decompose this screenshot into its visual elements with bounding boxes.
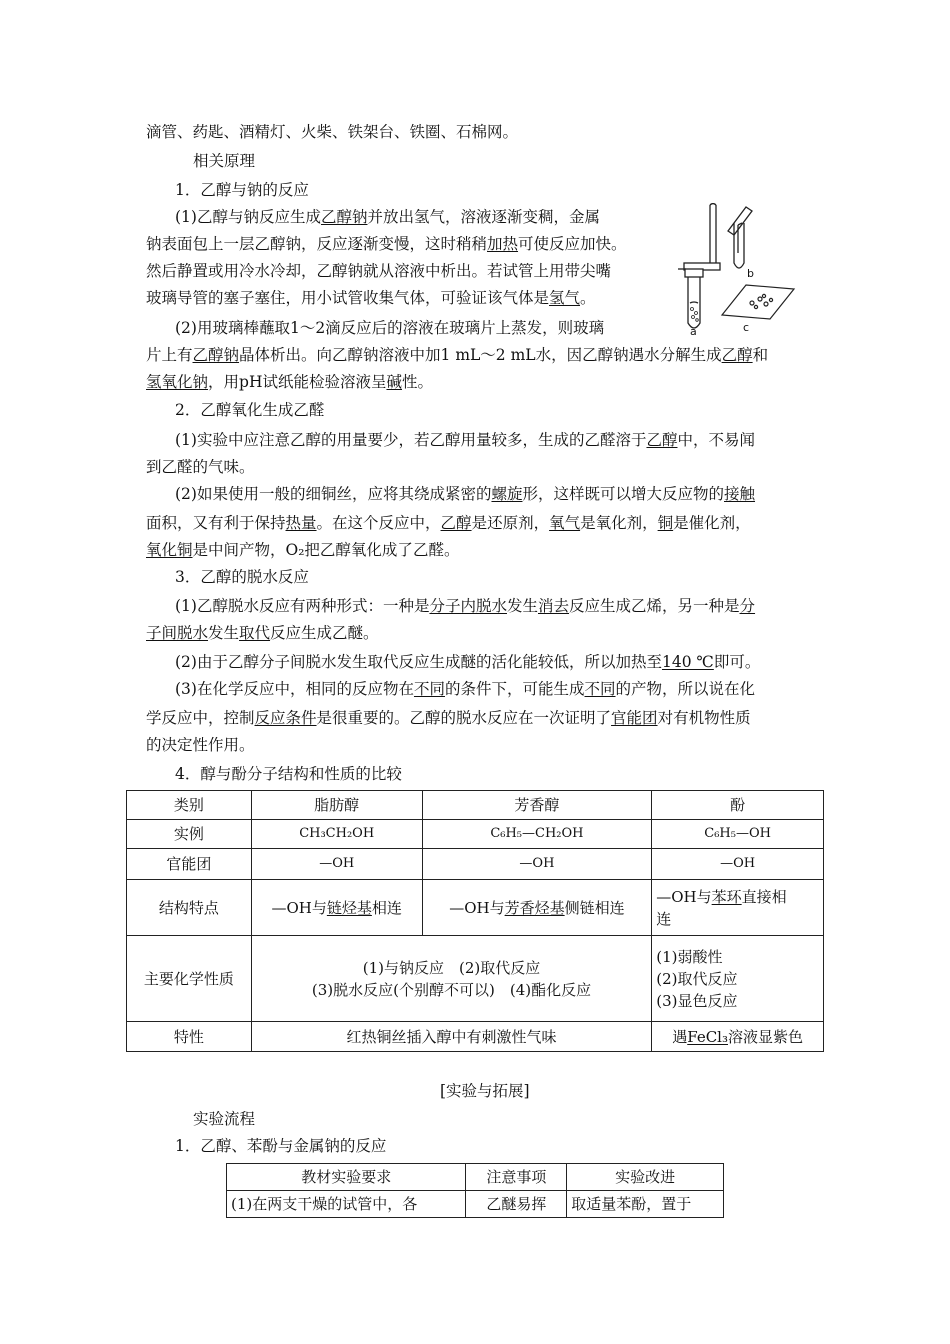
para-line [175,678,755,700]
table-cell [652,936,824,1022]
table-cell: —OH [422,849,652,880]
text-segment: —OH与 [449,898,505,917]
para-line [175,483,755,505]
para-line [146,539,459,561]
experiment-table [226,1163,724,1218]
table-cell: 取适量苯酚，置于 [567,1191,724,1218]
text-segment: 的产物，所以说在化 [615,680,756,698]
underlined-answer: 接触 [724,485,756,503]
text-segment: 和 [752,346,769,364]
flow-title: 实验流程 [193,1110,256,1128]
text-segment: 反应生成乙烯，另一种是 [569,597,740,615]
glass-plate [722,285,794,319]
underlined-answer: 加热 [487,235,519,253]
principles-title: 相关原理 [193,152,256,170]
table-cell: 特性 [127,1022,252,1052]
underlined-answer: 官能团 [611,709,658,727]
section-2-heading: 2．乙醇氧化生成乙醛 [175,401,325,419]
cell-line: 连 [656,909,672,928]
table-cell: 官能团 [127,849,252,880]
underlined-answer: 铜 [657,514,674,532]
text-segment: 玻璃导管的塞子塞住，用小试管收集气体，可验证该气体是 [146,289,550,307]
table-cell: 教材实验要求 [227,1164,466,1191]
text-segment: 是还原剂， [471,514,550,532]
table-cell: 酚 [652,791,824,820]
text-segment: (1)实验中应注意乙醇的用量要少，若乙醇用量较多，生成的乙醛溶于 [175,431,647,449]
table-row [227,1164,724,1191]
text-segment: (2)如果使用一般的细铜丝，应将其绕成紧密的 [175,485,492,503]
underlined-answer: 乙醇钠 [320,208,368,226]
underlined-answer: 乙醇 [440,514,472,532]
para-line [146,287,596,309]
para-line [146,734,255,756]
underlined-answer: 氢氧化钠 [146,373,209,391]
table-row [127,1022,824,1052]
table-cell [422,880,652,936]
table-cell: 脂肪醇 [251,791,422,820]
text-segment: 直接相 [741,887,787,906]
text-segment: 是氧化剂， [580,514,658,532]
figure-label-a: a [690,325,697,338]
text-segment: —OH与 [656,887,712,906]
text-segment: 钠表面包上一层乙醇钠，反应逐渐变慢，这时稍稍 [146,235,488,253]
comparison-table [126,790,824,1052]
para-line [146,512,751,534]
table-row [127,849,824,880]
text-segment: 晶体析出。向乙醇钠溶液中加1 mL～2 mL水，因乙醇钠遇水分解生成 [239,346,722,364]
table-cell: 注意事项 [466,1164,567,1191]
text-segment: 对有机物性质 [657,709,751,727]
para-line [146,456,255,478]
text-segment: 侧链相连 [564,898,625,917]
cell-line: (1)与钠反应 (2)取代反应 [362,958,541,977]
text-segment: 遇 [672,1027,688,1046]
text-segment: —OH与 [271,898,327,917]
text-segment: 反应生成乙醚。 [270,624,379,642]
underlined-answer: 子间脱水 [146,624,209,642]
underlined-answer: 分子内脱水 [429,597,507,615]
underlined-answer: 热量 [285,514,317,532]
table-cell: C₆H₅—OH [652,820,824,849]
section-4-heading: 4．醇与酚分子结构和性质的比较 [175,765,402,783]
underlined-answer: 氧化铜 [146,541,193,559]
underlined-answer: 链烃基 [326,898,372,917]
underlined-answer: 乙醇 [721,346,753,364]
text-segment: 溶液显紫色 [728,1027,804,1046]
section-3-heading: 3．乙醇的脱水反应 [175,568,309,586]
para-line [175,595,755,617]
underlined-answer: 苯环 [711,887,742,906]
figure-label-b: b [747,267,754,280]
table-row [227,1191,724,1218]
table-cell [251,880,422,936]
table-cell: 红热铜丝插入醇中有刺激性气味 [251,1022,651,1052]
underlined-answer: 不同 [584,680,616,698]
table-row [127,791,824,820]
text-segment: 发生 [506,597,538,615]
table-cell [251,936,651,1022]
text-segment: 。 [580,289,596,307]
underlined-answer: 140 ℃ [661,653,714,671]
table-cell [652,880,824,936]
cell-line: (3)显色反应 [656,991,738,1010]
apparatus-figure [676,203,806,338]
underlined-answer: FeCl₃ [687,1027,728,1046]
underlined-answer: 不同 [413,680,445,698]
text-segment: 形，这样既可以增大反应物的 [522,485,724,503]
underlined-answer: 氢气 [549,289,581,307]
text-segment: 是很重要的。乙醇的脱水反应在一次证明了 [316,709,612,727]
intro-line: 滴管、药匙、酒精灯、火柴、铁架台、铁圈、石棉网。 [146,123,519,141]
text-segment: (1)乙醇脱水反应有两种形式：一种是 [175,597,430,615]
text-segment: 性。 [401,373,433,391]
text-segment: 相连 [371,898,402,917]
cell-line: (1)弱酸性 [656,947,723,966]
text-segment: (2)用玻璃棒蘸取1～2滴反应后的溶液在玻璃片上蒸发，则玻璃 [175,319,605,337]
table-cell: CH₃CH₂OH [251,820,422,849]
underlined-answer: 取代 [239,624,271,642]
table-cell: 主要化学性质 [127,936,252,1022]
table-cell: 乙醚易挥 [466,1191,567,1218]
para-line [175,651,760,673]
para-line [146,371,433,393]
text-segment: 然后静置或用冷水冷却，乙醇钠就从溶液中析出。若试管上用带尖嘴 [146,262,612,280]
para-line [146,233,627,255]
table-row [127,880,824,936]
table-cell: 实验改进 [567,1164,724,1191]
cell-line: (2)取代反应 [656,969,738,988]
table-cell [652,1022,824,1052]
underlined-answer: 消去 [538,597,570,615]
section-1-heading: 1．乙醇与钠的反应 [175,181,309,199]
para-line [146,260,611,282]
table-cell: 结构特点 [127,880,252,936]
para-line [146,344,768,366]
text-segment: ，用pH试纸能检验溶液呈 [208,373,387,391]
cell-line: (3)脱水反应(个别醇不可以) (4)酯化反应 [311,980,592,999]
underlined-answer: 乙醇 [646,431,678,449]
text-segment: 可使反应加快。 [518,235,627,253]
table-cell: —OH [251,849,422,880]
text-segment: 中，不易闻 [677,431,755,449]
text-segment: 片上有 [146,346,193,364]
text-segment: 到乙醛的气味。 [146,458,255,476]
underlined-answer: 芳香烃基 [504,898,565,917]
text-segment: 学反应中，控制 [146,709,255,727]
figure-label-c: c [743,321,750,334]
underlined-answer: 反应条件 [254,709,317,727]
underlined-answer: 碱 [386,373,402,391]
table-cell: 实例 [127,820,252,849]
table-cell: (1)在两支干燥的试管中，各 [227,1191,466,1218]
text-segment: (2)由于乙醇分子间脱水发生取代反应生成醚的活化能较低，所以加热至 [175,653,662,671]
text-segment: 是中间产物，O₂把乙醇氧化成了乙醛。 [192,541,460,559]
text-segment: 并放出氢气，溶液逐渐变稠，金属 [367,208,600,226]
test-tube-assembly [678,204,720,329]
table-row [127,936,824,1022]
text-segment: 发生 [208,624,240,642]
bubbles [691,308,699,322]
underlined-answer: 螺旋 [491,485,523,503]
underlined-answer: 分 [739,597,756,615]
text-segment: 面积，又有利于保持 [146,514,286,532]
para-line [146,707,751,729]
table-row [127,820,824,849]
text-segment: 。在这个反应中， [316,514,441,532]
flow-heading: 1．乙醇、苯酚与金属钠的反应 [175,1137,387,1155]
table-cell: —OH [652,849,824,880]
underlined-answer: 乙醇钠 [192,346,240,364]
para-line [175,429,755,451]
extension-title: [实验与拓展] [440,1082,530,1100]
text-segment: 即可。 [713,653,761,671]
table-cell: 芳香醇 [422,791,652,820]
text-segment: (3)在化学反应中，相同的反应物在 [175,680,414,698]
para-line [146,622,379,644]
text-segment: (1)乙醇与钠反应生成 [175,208,321,226]
cell-line [656,886,819,908]
collection-tube [728,207,752,268]
text-segment: 的决定性作用。 [146,736,255,754]
text-segment: 的条件下，可能生成 [444,680,585,698]
text-segment: 是催化剂， [673,514,751,532]
underlined-answer: 氧气 [549,514,581,532]
table-cell: C₆H₅—CH₂OH [422,820,652,849]
table-cell: 类别 [127,791,252,820]
para-line [175,206,600,228]
para-line [175,317,604,339]
